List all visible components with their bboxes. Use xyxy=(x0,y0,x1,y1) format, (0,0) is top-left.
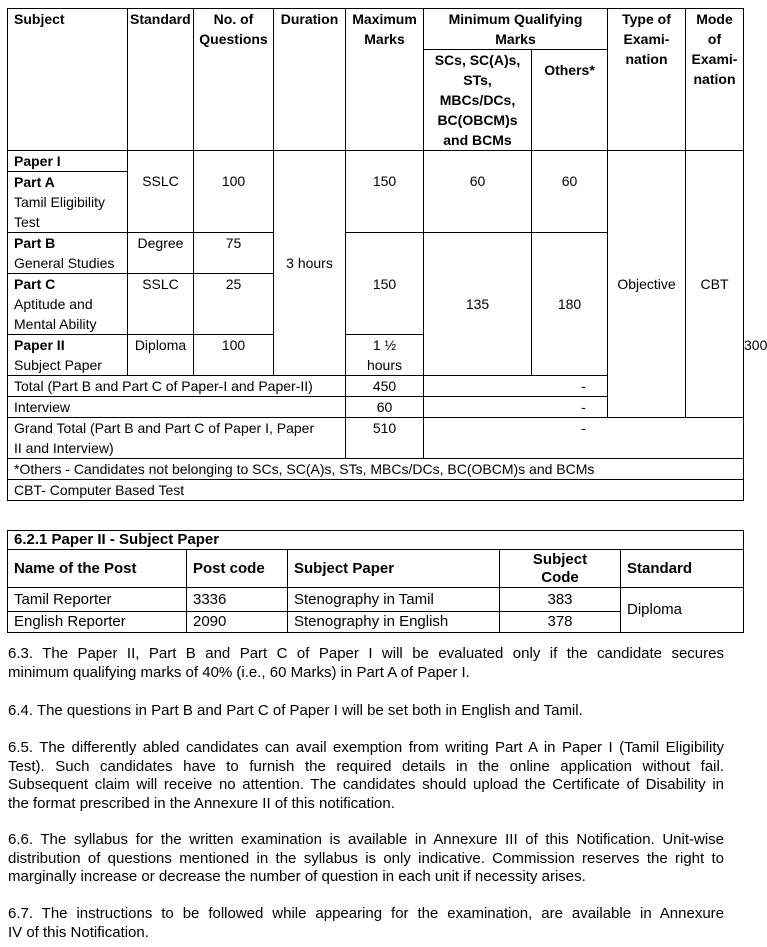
header-min-qualifying xyxy=(424,9,608,50)
grand-total-min: - xyxy=(424,418,744,459)
sc-line3: MBCs/DCs, xyxy=(439,92,516,108)
interview-min: - xyxy=(424,397,744,418)
header-subject-code-line2: Code xyxy=(541,568,579,586)
partBC-min-others: 180 xyxy=(532,233,608,376)
grand-total-line1: Grand Total (Part B and Part C of Paper I, Paper xyxy=(14,420,315,436)
grand-total-line2: II and Interview) xyxy=(14,440,114,456)
header-standard-2: Standard xyxy=(621,550,744,588)
paper2-duration-line1: 1 ½ xyxy=(372,337,397,353)
partC-questions: 25 xyxy=(194,274,274,335)
paper2-duration-line2: hours xyxy=(366,357,403,373)
paragraph-6-4 xyxy=(8,702,724,721)
header-subject-code-line1: Subject xyxy=(532,550,588,568)
header-max-marks xyxy=(346,9,424,151)
grand-total-marks: 510 xyxy=(346,418,424,459)
partB-cell xyxy=(8,233,128,274)
partC-title: Part C xyxy=(14,276,56,292)
sc-line4: BC(OBCM)s xyxy=(437,112,518,128)
header-subject-paper: Subject Paper xyxy=(288,550,500,588)
subject-table-caption: 6.2.1 Paper II - Subject Paper xyxy=(8,531,744,550)
header-no-questions xyxy=(194,9,274,151)
row1-paper: Stenography in Tamil xyxy=(288,588,500,612)
paper2-desc: Subject Paper xyxy=(14,357,102,373)
interview-marks: 60 xyxy=(346,397,424,418)
row1-subject-code: 383 xyxy=(500,588,621,612)
sc-line5: and BCMs xyxy=(443,132,512,148)
note-cbt: CBT- Computer Based Test xyxy=(8,480,744,501)
p65-line2: Test). Such candidates have to furnish the required details in the online application without fail. xyxy=(8,757,724,775)
paper1-label: Paper I xyxy=(8,151,128,172)
p63-line2: minimum qualifying marks of 40% (i.e., 60 Marks) in Part A of Paper I. xyxy=(8,663,470,681)
header-type-exam xyxy=(608,9,686,151)
p67-line1: 6.7. The instructions to be followed while appearing for the examination, are available in Annexure xyxy=(8,905,724,922)
p65-line3: Subsequent claim will receive no attention. The candidates should upload the Certificate of Disability in xyxy=(8,776,724,793)
partA-min-sc: 60 xyxy=(424,151,532,233)
partC-desc-line1: Aptitude and xyxy=(14,296,93,312)
partB-title: Part B xyxy=(14,235,56,251)
row2-code: 2090 xyxy=(187,612,288,633)
note-others: *Others - Candidates not belonging to SCs, SC(A)s, STs, MBCs/DCs, BC(OBCM)s and BCMs xyxy=(8,459,744,480)
partB-desc: General Studies xyxy=(14,255,115,271)
paper2-questions: 100 xyxy=(194,335,274,376)
header-mode-line1: Mode xyxy=(696,11,733,27)
paragraph-6-5 xyxy=(8,739,724,813)
p65-line1: 6.5. The differently abled candidates can avail exemption from writing Part A in Paper I (Tamil Eligibility xyxy=(8,739,724,756)
type-exam-value: Objective xyxy=(608,151,686,418)
p67-line2: IV of this Notification. xyxy=(8,923,149,941)
grand-total-label xyxy=(8,418,346,459)
header-no-questions-line1: No. of xyxy=(213,11,254,27)
total-marks: 450 xyxy=(346,376,424,397)
header-min-qual-sc xyxy=(424,50,532,151)
paragraph-6-6 xyxy=(8,831,724,887)
paper2-title: Paper II xyxy=(14,337,65,353)
subject-paper-table xyxy=(7,530,744,633)
partC-desc-line2: Mental Ability xyxy=(14,316,97,332)
partA-min-others: 60 xyxy=(532,151,608,233)
header-type-line2: Exami- xyxy=(623,31,670,47)
partA-desc-line1: Tamil Eligibility xyxy=(14,194,106,210)
total-min: - xyxy=(424,376,744,397)
p66-line3: marginally increase or decrease the number of question in each unit if necessity arises. xyxy=(8,868,586,885)
row2-post: English Reporter xyxy=(8,612,187,633)
p65-line4: the format prescribed in the Annexure II of this notification. xyxy=(8,794,395,812)
exam-scheme-table: Subject Standard No. of Questions Duration Maximum Marks Minimum Qualifying Marks Type of Exami- nation Mode of Exami- nation SCs, SC(A)s, STs, MBCs/DCs, BC(OBCM)s and BCMs Others* Paper I SSLC 100 3 hours 150 60 60 Objective CBT Part A Tamil Eligibility Test Part B General Studies Degree 75 150 135 180 Part C Aptitude and Mental Ability SSLC 25 Paper II Subject Paper Diploma 100 1 ½ hours 300 Total (Part B and Part C of Paper-I and Paper-II) 450 - Interview 60 - Grand Total (Part B and Part C of Paper I, Paper II and Interview) 510 - *Others - Candidates not belonging to SCs, SC(A)s, STs, MBCs/DCs, BC(OBCM)s and BCMs CBT- Computer Based Test xyxy=(7,8,744,501)
row2-paper: Stenography in English xyxy=(288,612,500,633)
partBC-min-sc: 135 xyxy=(424,233,532,376)
header-no-questions-line2: Questions xyxy=(199,31,268,47)
p64-line1: 6.4. The questions in Part B and Part C of Paper I will be set both in English and Tamil. xyxy=(8,702,583,719)
partB-questions: 75 xyxy=(194,233,274,274)
paragraph-6-3 xyxy=(8,645,724,682)
sc-line1: SCs, SC(A)s, xyxy=(434,52,521,68)
partC-cell xyxy=(8,274,128,335)
header-post-code: Post code xyxy=(187,550,288,588)
paper2-standard: Diploma xyxy=(128,335,194,376)
header-max-marks-line1: Maximum xyxy=(352,11,417,27)
header-min-qual-line1: Minimum Qualifying xyxy=(448,11,583,27)
p66-line1: 6.6. The syllabus for the written examination is available in Annexure III of this Notification. Unit-wise xyxy=(8,831,724,848)
duration-paper1: 3 hours xyxy=(274,151,346,376)
header-mode-line3: Exami- xyxy=(691,51,738,67)
sc-line2: STs, xyxy=(463,72,492,88)
row1-code: 3336 xyxy=(187,588,288,612)
row2-subject-code: 378 xyxy=(500,612,621,633)
header-duration: Duration xyxy=(274,9,346,151)
subject-standard: Diploma xyxy=(621,588,744,633)
table-row xyxy=(8,588,744,612)
header-subject: Subject xyxy=(8,9,128,151)
header-type-line1: Type of xyxy=(622,11,671,27)
header-post-name: Name of the Post xyxy=(8,550,187,588)
p63-line1: 6.3. The Paper II, Part B and Part C of Paper I will be evaluated only if the candidate secures xyxy=(8,645,724,662)
row1-post: Tamil Reporter xyxy=(8,588,187,612)
total-label: Total (Part B and Part C of Paper-I and Paper-II) xyxy=(8,376,346,397)
paper2-duration xyxy=(346,335,424,376)
header-type-line3: nation xyxy=(625,51,668,67)
partA-cell xyxy=(8,172,128,233)
header-min-qual-line2: Marks xyxy=(495,31,536,47)
header-mode-line4: nation xyxy=(693,71,736,87)
partA-desc-line2: Test xyxy=(14,214,40,230)
mode-exam-value: CBT xyxy=(686,151,744,418)
paper2-cell xyxy=(8,335,128,376)
header-mode-exam xyxy=(686,9,744,151)
header-max-marks-line2: Marks xyxy=(364,31,405,47)
interview-label: Interview xyxy=(8,397,346,418)
partB-standard: Degree xyxy=(128,233,194,274)
p66-line2: distribution of questions mentioned in the syllabus is only indicative. Commission reserves the right to xyxy=(8,849,724,867)
paragraph-6-7 xyxy=(8,905,724,942)
header-min-qual-others: Others* xyxy=(532,50,608,151)
partA-standard: SSLC xyxy=(128,151,194,233)
partC-standard: SSLC xyxy=(128,274,194,335)
partA-questions: 100 xyxy=(194,151,274,233)
header-subject-code xyxy=(500,550,621,588)
partA-title: Part A xyxy=(14,174,55,190)
header-standard: Standard xyxy=(128,9,194,151)
partA-max-marks: 150 xyxy=(346,151,424,233)
header-mode-line2: of xyxy=(707,31,722,47)
partBC-max-marks: 150 xyxy=(346,233,424,335)
